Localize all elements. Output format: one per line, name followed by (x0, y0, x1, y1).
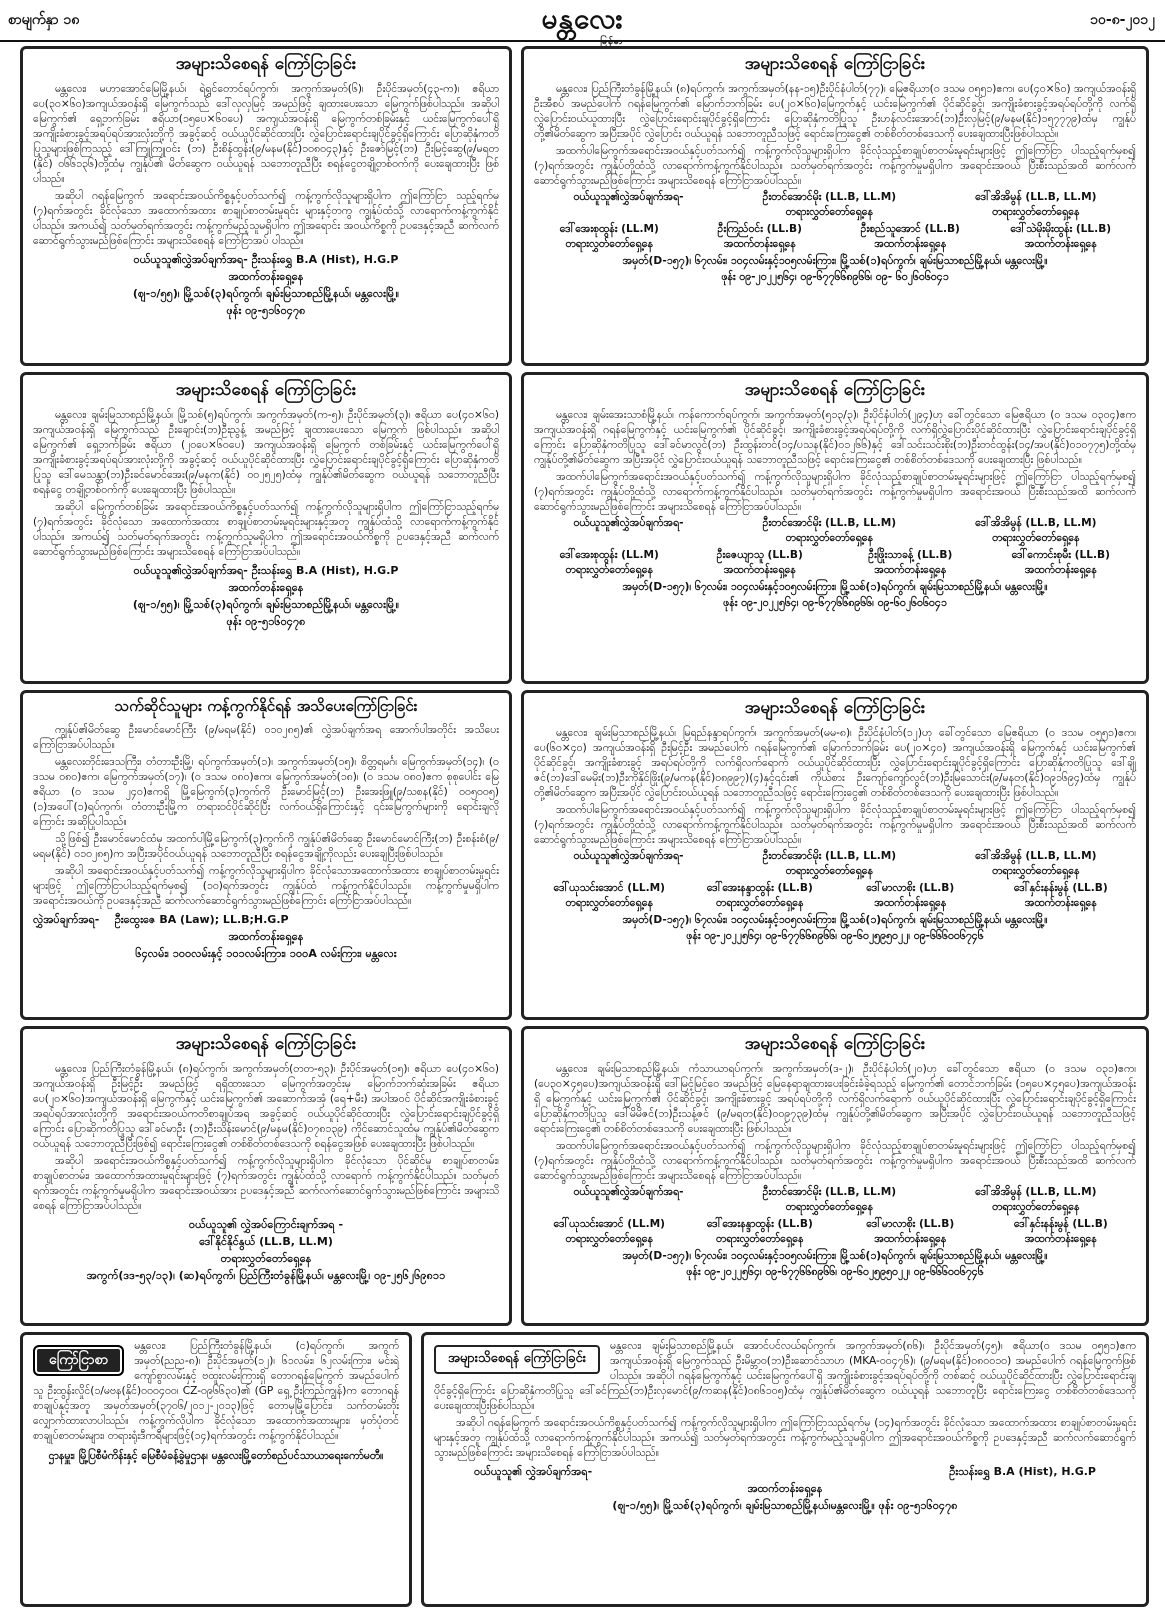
notice-title: အများသိစေရန် ကြော်ငြာခြင်း (744, 698, 926, 718)
lawyers-top (534, 517, 1136, 547)
notice-box-6 (521, 690, 1149, 1020)
lawyer-name: ဦးကြည်ဝင်း (LL.B) (717, 223, 802, 235)
notice-paragraph: မန္တလေး၊ ချမ်းမြသာစည်မြို့နယ်၊ မြို့သစ်(၅)ရပ်ကွက်၊ အကွက်အမှတ်(က-၅)၊ ဦးပိုင်အမှတ်(၃)၊ ဧရိယာ ပေ(၄၀×၆၀) အကျယ်အဝန်းရှိ မြေကွက်သည် ဦးချောင်း(ဘ)ဦးညွန့် အမည်ဖြင့် ချထားပေးသော မြေကွက် ဖြစ်ပါသည်။ အဆိုပါ မြေကွက်၏ ရှေ့ဘက်ခြမ်း ဧရိယာ (၂၀ပေ×၆၀ပေ) အကျယ်အဝန်းရှိ မြေကွက် တစ်ခြမ်းနှင့် ယင်းမြေကွက်ပေါ်ရှိ အကျိုးခံစားခွင့်အရပ်ရပ်အားလုံးတို့ကို အခွင့်ဆင့် ဝယ်ယူပိုင်ဆိုင်ထားပြီး လွှဲပြောင်းရောင်းချပိုင်ခွင့်ရှိကြောင်း ပြောဆိုနှံကတိပြုသူ ဒေါ်မေသန္တာ(ဘ)ဦးခင်မောင်အေး(၉/မနက(နိုင်) ၀၀၂၅၂၅)ထံမှ ကျွန်ုပ်၏မိတ်ဆွေက ဝယ်ယူရန် သဘောတူညီပြီး စရန်ငွေ တချို့တစ်ဝက်ကို ပေးချေထားပြီး ဖြစ်ပါသည်။ (33, 409, 499, 496)
page-header (0, 0, 1165, 47)
lawyer-title: တရားလွှတ်တော်ရှေ့နေ (992, 865, 1080, 877)
lawyer (986, 223, 1137, 253)
lawyer-title: အထက်တန်းရှေ့နေ (1024, 897, 1097, 909)
lawyers-top (534, 1186, 1136, 1216)
lawyer-title: အထက်တန်းရှေ့နေ (1024, 1233, 1097, 1245)
lawyer-title: တရားလွှတ်တော်ရှေ့နေ (992, 532, 1080, 544)
lawyer-title: တရားလွှတ်တော်ရှေ့နေ (992, 206, 1080, 218)
signature-row (33, 911, 499, 928)
address: (ဈ-၁/၅၅)၊ မြို့သစ်(၃)ရပ်ကွက်၊ ချမ်းမြသာစည်မြို့နယ်၊ မန္တလေးမြို့။ (132, 598, 400, 611)
lawyer-title: အထက်တန်းရှေ့နေ (874, 1233, 947, 1245)
lawyer-name: ဒေါ်အေးစုထွန်း (LL.M) (559, 223, 659, 235)
notice-paragraph: မန္တလေး၊ ချမ်းမြသာစည်မြို့နယ်၊ မြရည်နန္ဒာရပ်ကွက်၊ အကွက်အမှတ်(မမ-၈)၊ ဦးပိုင်နံပါတ်(၁၂)ဟု ခေါ်တွင်သော မြေဧရိယာ (၀ ဒသမ ၀၅၅၁)ဧက၊ ပေ(၆၀×၄၀) အကျယ်အဝန်းရှိ ဦးမြင့်ဦး အမည်ပေါက် ဂရန်မြေကွက်၏ မြောက်ဘက်ခြမ်း ပေ(၂၀×၄၀) အကျယ်အဝန်းရှိ မြေကွက်နှင့် ယင်းမြေကွက်၏ ပိုင်ဆိုင်ခွင့်၊ အကျိုးခံစားခွင့် အရပ်ရပ်တို့ကို လက်ရှိလက်ရောက် ဝယ်ယူပိုင်ဆိုင်ထားပြီး လွှဲပြောင်းရောင်းချပိုင်ခွင့်ရှိကြောင်း ပြောဆိုနှံကတိပြုသူ ဒေါ်ချိုဇင်(ဘ)ဒေါ်မေမိုး(ဘ)ဦးကိုနိုင်ဖြိုး(၉/မကန(နိုင်)၀၈၉၉၇)(၄)နှင့်၎င်း၏ ကိုယ်စား ဦးကျော်ကျော်လွင်(ဘ)ဦးမြသောင်း(၉/မနတ(နိုင်)၀၉၁၆၉၄)ထံမှ ကျွန်ုပ်တို့၏မိတ်ဆွေက အပြီးအပိုင် လွှဲပြောင်းဝယ်ယူရန် သဘောတူညီသဖြင့် ရောင်းကြေးငွေ၏ တစ်စိတ်တစ်ဒေသကို ပေးချေထားပြီး ဖြစ်ပါသည်။ (534, 727, 1136, 799)
notice-paragraph: အထက်ပါမြေကွက်အရောင်းအဝယ်နှင့်ပတ်သက်၍ ကန့်ကွက်လိုသူများရှိပါက ခိုင်လုံသည့်စာချုပ်စာတမ်းမူရင်းများဖြင့် ဤကြော်ငြာ ပါသည့်ရက်မှစ၍ (၇)ရက်အတွင်း ကျွန်ုပ်တို့ထံသို့ လာရောက်ကန့်ကွက်နိုင်ပါသည်။ သတ်မှတ်ရက်အတွင်း ကန့်ကွက်မှုမရှိပါက အရောင်းအဝယ် ပြီးစီးသည်အထိ ဆက်လက်ဆောင်ရွက်သွားမည်ဖြစ်ကြောင်း အများသိစေရန် ကြော်ငြာအပ်ပါသည်။ (534, 145, 1136, 187)
lawyer-title: အထက်တန်းရှေ့နေ (874, 897, 947, 909)
lawyer-name: ဒေါ်ယုသင်းအောင် (LL.M) (553, 1218, 665, 1230)
signature-name: ဦးသန်းရွှေ B.A (Hist), H.G.P (949, 1465, 1096, 1478)
lawyer-name: ဦးတင်အောင်မိုး (LL.B, LL.M) (762, 1186, 897, 1198)
address: အကွက်(ဒဒ-၅၃/၁၃)၊ (ဆ)ရပ်ကွက်၊ ပြည်ကြီးတံခွန်မြို့နယ်၊ မန္တလေးမြို့၊ ၀၉-၂၅၆၂၆၉၈၁၁ (86, 1269, 446, 1282)
lawyer-name: ဦးတင်အောင်မိုး (LL.B, LL.M) (762, 517, 897, 529)
lawyer (534, 223, 685, 253)
notice-paragraph: မန္တလေးတိုင်းဒေသကြီး၊ တံတားဦးမြို့၊ ရပ်ကွက်အမှတ်(၁)၊ အကွက်အမှတ်(၁၅)၊ စိတ္တရမင်္ဂ၊ မြေကွက်အမှတ်(၁၄)၊ (၀ ဒသမ ၀၈၀)ဧက၊ မြေကွက်အမှတ်(၁၇)၊ (၀ ဒသမ ၀၈၀)ဧက၊ မြေကွက်အမှတ်(၁၈)၊ (၀ ဒသမ ၀၈၀)ဧက စုစုပေါင်း မြေဧရိယာ (၀ ဒသမ ၂၄၀)ဧကရှိ မြို့မြေကွက်(၃)ကွက်ကို ဦးမောင်မြင့်(ဘ) ဦးအေးဖြူ(၉/သစန(နိုင်) ၀၀၅၀၀၅) (၁)အပေါ်(၁)ရပ်ကွက်၊ တံတားဦးမြို့က တရားဝင်ပိုင်ဆိုင်ပြီး လက်ဝယ်ရှိကြောင်းနှင့် ၎င်းမြေကွက်များကို ရောင်းချလိုကြောင်း အဆိုပြုပါသည်။ (33, 756, 499, 828)
lawyer-title: အထက်တန်းရှေ့နေ (874, 564, 947, 576)
signature-head: လွှဲအပ်ချက်အရ- (33, 913, 100, 926)
signature-title: အထက်တန်းရှေ့နေ (228, 930, 304, 943)
notice-box-9 (20, 1332, 412, 1607)
address: အမှတ်(D-၁၅၇)၊ ၆၇လမ်း၊ ၁၀၄လမ်းနှင့်၁၀၅လမ်းကြား၊ မြို့သစ်(၁)ရပ်ကွက်၊ ချမ်းမြသာစည်မြို့နယ်၊ မန္တလေးမြို့။ (622, 255, 1048, 267)
notice-paragraph: မန္တလေး၊ ချမ်းအေးသာစံမြို့နယ်၊ ကန်ကောက်ရပ်ကွက်၊ အကွက်အမှတ်(၅၁၃/၃)၊ ဦးပိုင်နံပါတ်(၂၉၄)ဟု ခေါ်တွင်သော မြေဧရိယာ (၀ ဒသမ ၀၃၀၄)ဧက အကျယ်အဝန်းရှိ ဂရန်မြေကွက်နှင့် ယင်းမြေကွက်၏ ပိုင်ဆိုင်ခွင့်၊ အကျိုးခံစားခွင့်အရပ်ရပ်တို့ကို လက်ရှိလွှဲပြောင်းပိုင်ဆိုင်ထားပြီး လွှဲပြောင်းရောင်းချပိုင်ခွင့်ရှိကြောင်း ပြောဆိုနှံကတိပြုသူ ဒေါ်ခင်မာလွင်(ဘ) ဦးထွန်းတင်(၁၄/ပသန(နိုင်)၀၁၂၆၆)နှင့် ဒေါ်သင်းသင်းစိုး(ဘ)ဦးတင်ထွန်း(၁၄/အပ(နိုင်)၀၁၀၇၇၅)တို့ထံမှ ကျွန်ုပ်တို့၏မိတ်ဆွေက အပြီးအပိုင် လွှဲပြောင်းဝယ်ယူရန် သဘောတူညီသဖြင့် ရောင်းကြေးငွေ၏ တစ်စိတ်တစ်ဒေသကို ပေးချေထားပြီး ဖြစ်ပါသည်။ (534, 409, 1136, 466)
lawyer (534, 549, 685, 579)
notice-paragraph: အထက်ပါမြေကွက်အရောင်းအဝယ်နှင့်ပတ်သက်၍ ကန့်ကွက်လိုသူများရှိပါက ခိုင်လုံသည့်စာချုပ်စာတမ်းမူရင်းများဖြင့် ဤကြော်ငြာ ပါသည့်ရက်မှစ၍ (၇)ရက်အတွင်း ကျွန်ုပ်တို့ထံသို့ လာရောက်ကန့်ကွက်နိုင်ပါသည်။ သတ်မှတ်ရက်အတွင်း ကန့်ကွက်မှုမရှိပါက အရောင်းအဝယ် ပြီးစီးသည်အထိ ဆက်လက်ဆောင်ရွက်သွားမည်ဖြစ်ကြောင်း အများသိစေရန် ကြော်ငြာအပ်ပါသည်။ (534, 804, 1136, 846)
notice-body (534, 1062, 1136, 1184)
lawyer-name: ဒေါ်အေးစုထွန်း (LL.M) (559, 549, 659, 561)
lawyer-title: တရားလွှတ်တော်ရှေ့နေ (565, 1233, 653, 1245)
notice-box-3 (20, 372, 512, 684)
notice-box-4 (521, 372, 1149, 684)
signature-name: ဦးထွေးဇေ BA (Law); LL.B;H.G.P (114, 913, 289, 926)
lawyers-top (534, 850, 1136, 880)
signature-block (33, 1216, 499, 1284)
phone: ဖုန်း ၀၉-၂၀၂၂၅၆၄၊ ၀၉-၆၇၇၆၆၈၉၆၆၊ ၀၉- ၆၀၂၆၀၆၀၄၁ (721, 271, 949, 283)
lawyer (763, 1186, 897, 1216)
address: အမှတ်(D-၁၅၇)၊ ၆၇လမ်း၊ ၁၀၄လမ်းနှင့်၁၀၅လမ်းကြား၊ မြို့သစ်(၁)ရပ်ကွက်၊ ချမ်းမြသာစည်မြို့နယ်၊ မန္တလေးမြို့။ (622, 914, 1048, 926)
lawyers-bottom (534, 223, 1136, 253)
notice-box-1 (20, 46, 512, 366)
lawyer-name: ဦးတင်အောင်မိုး (LL.B, LL.M) (762, 191, 897, 203)
lawyer-title: အထက်တန်းရှေ့နေ (723, 564, 796, 576)
lawyers-bottom (534, 549, 1136, 579)
address: (ဈ-၁/၅၅)၊ မြို့သစ်(၃)ရပ်ကွက်၊ ချမ်းမြသာစည်မြို့နယ်၊မန္တလေးမြို့။ ဖုန်း ၀၉-၅၁၆၀၄၇၈ (612, 1499, 958, 1512)
notice-title: သက်ဆိုင်သူများ ကန့်ကွက်နိုင်ရန် အသိပေးကြော်ငြာခြင်း (114, 697, 418, 715)
lawyer-title: အထက်တန်းရှေ့နေ (1024, 238, 1097, 250)
notice-paragraph: အဆိုပါ ဂရန်မြေကွက် အရောင်းအဝယ်ကိစ္စနှင့်ပတ်သက်၍ ကန့်ကွက်လိုသူများရှိပါက ဤကြော်ငြာ သည့်ရက်မှ (၇)ရက်အတွင်း ခိုင်လုံသော အထောက်အထား စာချုပ်စာတမ်းမူရင်း များနှင့်တကွ ကျွန်ုပ်ထံသို့ လာရောက်ကန့်ကွက်နိုင်ပါသည်။ အကယ်၍ သတ်မှတ်ရက်အတွင်း ကန့်ကွက်မည့်သူမရှိပါက ဤအရောင်း အဝယ်ကိစ္စကို ဥပဒေနှင့်အညီ ဆက်လက်ဆောင်ရွက်သွားမည်ဖြစ်ကြောင်း အများသိစေရန် ကြော်ငြာအပ် ပါသည်။ (33, 190, 499, 247)
lawyer (763, 850, 897, 880)
notice-body (33, 408, 499, 560)
notice-label-row (434, 1345, 600, 1374)
lawyer-title: တရားလွှတ်တော်ရှေ့နေ (716, 897, 804, 909)
lawyer (835, 223, 986, 253)
notice-paragraph: အဆိုပါ ဂရန်မြေကွက် အရောင်းအဝယ်ကိစ္စနှင့်ပတ်သက်၍ ကန့်ကွက်လိုသူများရှိပါက ဤကြော်ငြာသည့်ရက်မှ (၁၄)ရက်အတွင်း ခိုင်လုံသော အထောက်အထား စာချုပ်စာတမ်းမူရင်းများနှင့်အတူ ကျွန်ုပ်ထံသို့ လာရောက်ကန့်ကွက်နိုင်ပါသည်။ အကယ်၍ သတ်မှတ်ရက်အတွင်း ကန့်ကွက်မည့်သူမရှိပါက ဤအရောင်းအဝယ်ကိစ္စကို ဥပဒေနှင့်အညီ ဆက်လက်ဆောင်ရွက်သွားမည်ဖြစ်ကြောင်း အများသိစေရန် ကြော်ငြာအပ်ပါသည်။ (434, 1417, 1136, 1459)
address: ၆၄လမ်း၊ ၁၀၀လမ်းနှင့် ၁၀၁လမ်းကြား၊ ၁၀၀A လမ်းကြား၊ မန္တလေး (135, 947, 397, 960)
signature-head: ဝယ်ယူသူ၏ လွှဲအပ်ချက်အရ- (474, 1465, 593, 1478)
signature-name: ဒေါ်နိုင်နိုင်နွယ် (LL.B, LL.M) (199, 1235, 333, 1248)
lawyer-title: တရားလွှတ်တော်ရှေ့နေ (565, 238, 653, 250)
lawyer-title: အထက်တန်းရှေ့နေ (874, 238, 947, 250)
lawyer-name: ဒေါ်အိအိမွန် (LL.B, LL.M) (975, 517, 1097, 529)
lawyer-title: တရားလွှတ်တော်ရှေ့နေ (992, 1201, 1080, 1213)
lawyer (685, 882, 836, 912)
notice-box-8 (521, 1026, 1149, 1326)
notice-body (33, 1062, 499, 1214)
lawyer-name: ဒေါ်ကောင်းစုမီး (LL.B) (1011, 549, 1110, 561)
signature-head: ဝယ်ယူသူ၏လွှဲအပ်ချက်အရ- (573, 191, 684, 203)
address: (ဈ-၁/၅၅)၊ မြို့သစ်(၃)ရပ်ကွက်၊ ချမ်းမြသာစည်မြို့နယ်၊ မန္တလေးမြို့။ (132, 287, 400, 300)
lawyer-name: ဒေါ်အေးနန္ဒာထွန်း (LL.B) (706, 882, 813, 894)
lawyer-name: ဒေါ်နှင်းနန်းမွန် (LL.B) (1013, 1218, 1108, 1230)
lawyer-title: အထက်တန်းရှေ့နေ (723, 238, 796, 250)
notice-paragraph: မန္တလေး၊ ပြည်ကြီးတံခွန်မြို့နယ်၊ (၈)ရပ်ကွက်၊ အကွက်အမှတ်(တတ-၅၃)၊ ဦးပိုင်အမှတ်(၁၅)၊ ဧရိယာ ပေ(၄၀×၆၀) အကျယ်အဝန်းရှိ ဦးမြင့်ဦး အမည်ဖြင့် ရရှိထားသော မြေကွက်အတွင်းမှ မြောက်ဘက်ဆုံးအခြမ်း ဧရိယာပေ(၂၀×၆၀)အကျယ်အဝန်းရှိ မြေကွက်နှင့် ယင်းမြေကွက်၏ အဆောက်အအုံ (ရေ+မီး) အပါအဝင် ပိုင်ဆိုင်အကျိုးခံစားခွင့်အရပ်ရပ်အားလုံးတို့ကို အရောင်းအဝယ်ကတိစာချုပ်အရ အခွင့်ဆင့် ဝယ်ယူပိုင်ဆိုင်ထားပြီး လွှဲပြောင်းရောင်းချပိုင်ခွင့်ရှိကြောင်း ပြောဆိုကတိပြုသူ ဒေါ်ခင်မာဦး (ဘ)ဦးသိန်းမောင်(၉/မနမ(နိုင်)၀၇၈၁၃၉) ကိုင်ဆောင်သူထံမှ ကျွန်ုပ်၏မိတ်ဆွေက ဝယ်ယူရန် သဘောတူညီပြီးဖြစ်၍ ရောင်းကြေးငွေ၏ တစ်စိတ်တစ်ဒေသကို စရန်ငွေအဖြစ် ပေးချေထားပြီး ဖြစ်ပါသည်။ (33, 1063, 499, 1150)
lawyer (685, 549, 836, 579)
signature-head: ဝယ်ယူသူ၏ လွှဲအပ်ကြောင်းချက်အရ - (188, 1218, 344, 1231)
phone: ဖုန်း ၀၉-၅၁၆၀၄၇၈ (226, 615, 306, 628)
lawyer-title: တရားလွှတ်တော်ရှေ့နေ (716, 1233, 804, 1245)
phone: ဖုန်း ၀၉-၅၁၆၀၄၇၈ (226, 304, 306, 317)
notice-paragraph: အဆိုပါ အရောင်းအဝယ်ကိစ္စနှင့်ပတ်သက်၍ ကန့်ကွက်လိုသူများရှိပါက ခိုင်လုံသော ပိုင်ဆိုင်မှု စာချုပ်စာတမ်း၊ စာချုပ်စာတမ်း၊ အထောက်အထားမူရင်းများဖြင့် (၇)ရက်အတွင်း ကျွန်ုပ်ထံသို့ လာရောက် ကန့်ကွက်နိုင်ပါသည်။ သတ်မှတ်ရက်အတွင်း ကန့်ကွက်မှုမရှိပါက အရောင်းအဝယ်အား ဥပဒေနှင့်အညီ ဆက်လက်ဆောင်ရွက်သွားမည်ဖြစ်ကြောင်း အများသိစေရန် ကြော်ငြာအပ်ပါသည်။ (33, 1155, 499, 1212)
signature-title: တရားလွှတ်တော်ရှေ့နေ (220, 1252, 312, 1265)
lawyer (685, 223, 836, 253)
lawyer-name: ဒေါ်သဲမိုးမိုးထွန်း (LL.B) (1010, 223, 1112, 235)
lawyers-bottom (534, 1218, 1136, 1248)
lawyer-name: ဒေါ်အိအိမွန် (LL.B, LL.M) (975, 850, 1097, 862)
notice-paragraph: မန္တလေး၊ ပြည်ကြီးတံခွန်မြို့နယ်၊ (င)ရပ်ကွက်၊ အကွက်အမှတ်(ညည-၈)၊ ဦးပိုင်အမှတ်(၁၂)၊ ၆၁လမ်း၊ ၆၂လမ်းကြား၊ မင်းရဲကျော်စွာလမ်းနှင့် ဗထူးလမ်းကြားရှိ တောဂရန်မြေကွက် အမည်ပေါက်သူ ဦးထွန်းလှိုင်(၁/မဗန(နိုင်)၀၀၀၄၀၀၊ CZ-၀၉၆၆၃၀)၏ (GP ရှေ့ ဦးကြည်ကျွန်)က တောဂရန်စာချုပ်နှင့်အတူ အမှတ်အမှတ်(၃၇၀၆/၂၀၁၂-၂၀၁၃)ဖြင့် တောမှမြို့ပြောင်း၊ သက်တမ်းတိုး လျှောက်ထားလာပါသည်။ ကန့်ကွက်လိုပါက ခိုင်လုံသော အထောက်အထားများ၊ မှတ်ပုံတင်စာချုပ်စာတမ်းများ၊ တရားရုံးဒီကရီများဖြင့်(၁၄)ရက်အတွင်း ကန့်ကွက်နိုင်ပါသည်။ (33, 1340, 399, 1442)
lawyers-bottom (534, 882, 1136, 912)
lawyer-name: ဒေါ်မာလာစိုး (LL.B) (866, 882, 955, 894)
notice-paragraph: မန္တလေး၊ မဟာအောင်မြေမြို့နယ်၊ ရဲရွှင်တောင်ရပ်ကွက်၊ အကွက်အမှတ်(၆)၊ ဦးပိုင်အမှတ်(၄၃-က)၊ ဧရိယာ ပေ(၃၀×၆၀)အကျယ်အဝန်းရှိ မြေကွက်သည် ဒေါ်လှလှမြင့် အမည်ဖြင့် ချထားပေးသော မြေကွက်ဖြစ်ပါသည်။ အဆိုပါ မြေကွက်၏ ရှေ့ဘက်ခြမ်း ဧရိယာ(၁၅ပေ×၆၀ပေ) အကျယ်အဝန်းရှိ မြေကွက်တစ်ခြမ်းနှင့် ယင်းမြေကွက်ပေါ်ရှိ အကျိုးခံစားခွင့်အရပ်ရပ်အားလုံးတို့ကို အခွင့်ဆင့် ဝယ်ယူပိုင်ဆိုင်ထားပြီး လွှဲပြောင်းရောင်းချပိုင်ခွင့်ရှိကြောင်း ပြောဆိုနှံကတိပြုသူများဖြစ်ကြသည့် ဒေါ်ကြူကြူဝင်း (ဘ) ဦးစိန်ထွန်း(၉/မနမ(နိုင်)၁၀၈၀၄၃)နှင့် ဦးဇော်မြင့်(ဘ) ဦးမြင့်ဆွေ(၉/မရတ (နိုင်) ၀၆၆၁၃၆)တို့ထံမှ ကျွန်ုပ်၏ မိတ်ဆွေက ဝယ်ယူရန် သဘောတူညီပြီး စရန်ငွေတချို့တစ်ဝက်ကို ပေးချေထားပြီး ဖြစ်ပါသည်။ (33, 83, 499, 185)
signature-line: ဝယ်ယူသူ၏လွှဲအပ်ချက်အရ- ဦးသန်းရွှေ B.A (Hist), H.G.P (133, 253, 399, 266)
lawyer-title: တရားလွှတ်တော်ရှေ့နေ (565, 897, 653, 909)
notice-label-row (33, 1345, 124, 1376)
signature-row (434, 1463, 1136, 1480)
lawyer-title: တရားလွှတ်တော်ရှေ့နေ (785, 206, 874, 218)
lawyer (986, 882, 1137, 912)
newspaper-logo (541, 0, 623, 49)
lawyer-title: တရားလွှတ်တော်ရှေ့နေ (785, 865, 874, 877)
lawyer-name: ဒေါ်ယုသင်းအောင် (LL.M) (553, 882, 665, 894)
lawyer (763, 191, 897, 221)
lawyer-title: တရားလွှတ်တော်ရှေ့နေ (785, 532, 874, 544)
notice-title: အများသိစေရန် ကြော်ငြာခြင်း (744, 380, 926, 400)
lawyer-title: တရားလွှတ်တော်ရှေ့နေ (565, 564, 653, 576)
phone: ဖုန်း ၀၉-၂၀၂၂၅၆၄၊ ၀၉-၆၇၇၆၆၈၉၆၆၊ ၀၉-၆၀၂၅၉၅၀၂၂၊ ၀၉-၆၆၆၀၀၆၇၄၆ (686, 930, 984, 942)
notice-paragraph: သို့ဖြစ်၍ ဦးမောင်မောင်ထံမှ အထက်ပါမြို့မြေကွက်(၃)ကွက်ကို ကျွန်ုပ်၏မိတ်ဆွေ ဦးမောင်မောင်ကြီး(ဘ) ဦးစန်းစံ(၉/မရမ(နိုင်) ၀၁၀၂၈၅)က အပြီးအပိုင်ဝယ်ယူရန် သဘောတူညီပြီး စရန်ငွေအချို့ကိုလည်း ပေးချေပြီးဖြစ်ပါသည်။ (33, 833, 499, 860)
signature-line: ဝယ်ယူသူ၏လွှဲအပ်ချက်အရ- ဦးသန်းရွှေ B.A (Hist), H.G.P (133, 564, 399, 577)
notice-paragraph: မန္တလေး၊ ချမ်းမြသာစည်မြို့နယ်၊ ကံသာယာရပ်ကွက်၊ အကွက်အမှတ်(ဒ-၂)၊ ဦးပိုင်နံပါတ်(၂၀)ဟု ခေါ်တွင်သော ဧရိယာ (၀ ဒသမ ၀၃၁)ဧက၊ (ပေ၃၀×၄၅ပေ)အကျယ်အဝန်းရှိ ဒေါ်မြင့်မြင့်ဝေ အမည်ဖြင့် မြေနေရာချထားပေးခြင်းခံခဲ့ရသည့် မြေကွက်၏ တောင်ဘက်ခြမ်း (၁၅ပေ×၄၅ပေ)အကျယ်အဝန်းရှိ မြေကွက်နှင့် ယင်းမြေကွက်၏ ပိုင်ဆိုင်ခွင့်၊ အကျိုးခံစားခွင့် အရပ်ရပ်တို့ကို လက်ရှိလက်ရောက် ဝယ်ယူပိုင်ဆိုင်ထားပြီး လွှဲပြောင်းရောင်းချပိုင်ခွင့်ရှိကြောင်း ပြောဆိုနှံကတိပြုသူ ဒေါ်မိမိဇင်(ဘ)ဦးသန့်ဇင် (၉/မရတ(နိုင်)၀၀၉၇၃၉)ထံမှ ကျွန်ုပ်တို့၏မိတ်ဆွေက အပြီးအပိုင် လွှဲပြောင်းဝယ်ယူရန် သဘောတူညီသဖြင့် ရောင်းကြေးငွေ၏ တစ်စိတ်တစ်ဒေသကို ပေးချေထားပြီး ဖြစ်ပါသည်။ (534, 1063, 1136, 1135)
page-number: စာမျက်နှာ ၁၈ (8, 12, 80, 28)
notice-title: အများသိစေရန် ကြော်ငြာခြင်း (744, 1034, 926, 1054)
notice-paragraph: အထက်ပါမြေကွက်အရောင်းအဝယ်နှင့်ပတ်သက်၍ ကန့်ကွက်လိုသူများရှိပါက ခိုင်လုံသည့်စာချုပ်စာတမ်းမူရင်းများဖြင့် ဤကြော်ငြာ ပါသည့်ရက်မှစ၍ (၇)ရက်အတွင်း ကျွန်ုပ်တို့ထံသို့ လာရောက်ကန့်ကွက်နိုင်ပါသည်။ သတ်မှတ်ရက်အတွင်း ကန့်ကွက်မှုမရှိပါက အရောင်းအဝယ် ပြီးစီးသည်အထိ ဆက်လက်ဆောင်ရွက်သွားမည်ဖြစ်ကြောင်း အများသိစေရန် ကြော်ငြာအပ်ပါသည်။ (534, 471, 1136, 513)
lawyer (975, 850, 1096, 880)
notice-body (534, 408, 1136, 515)
signature-title: အထက်တန်းရှေ့နေ (228, 270, 304, 283)
notice-paragraph: မန္တလေး၊ ပြည်ကြီးတံခွန်မြို့နယ်၊ (၈)ရပ်ကွက်၊ အကွက်အမှတ်(နန-၁၅)ဦးပိုင်နံပါတ်(၇၇)၊ မြေဧရိယာ(၀ ဒသမ ၀၅၅၁)ဧက၊ ပေ(၄၀×၆၀) အကျယ်အဝန်းရှိ ဦးအီစပ် အမည်ပေါက် ဂရန်မြေကွက်၏ မြောက်ဘက်ခြမ်း ပေ(၂၀×၆၀)မြေကွက်နှင့် ယင်းမြေကွက်၏ ပိုင်ဆိုင်ခွင့်၊ အကျိုးခံစားခွင့်အရပ်ရပ်တို့ကို လက်ရှိလွှဲပြောင်းဝယ်ယူထားပြီး လွှဲပြောင်းရောင်းချပိုင်ခွင့်ရှိကြောင်း ပြောဆိုနှံကတိပြုသူ ဦးဟန်လင်းအောင်(ဘ)ဦးလှမြင့်(၉/မနမ(နိုင်)၁၅၇၇၇၉)ထံမှ ကျွန်ုပ်တို့၏မိတ်ဆွေက အပြီးအပိုင် လွှဲပြောင်း ဝယ်ယူရန် သဘောတူညီသဖြင့် ရောင်းကြေးငွေ၏ တစ်စိတ်တစ်ဒေသကို ပေးချေထားပြီးဖြစ်ပါသည်။ (534, 83, 1136, 140)
lawyer-name: ဒေါ်အိအိမွန် (LL.B, LL.M) (975, 1186, 1097, 1198)
notice-box-7 (20, 1026, 512, 1326)
notice-paragraph: အထက်ပါမြေကွက်အရောင်းအဝယ်နှင့်ပတ်သက်၍ ကန့်ကွက်လိုသူများရှိပါက ခိုင်လုံသည့်စာချုပ်စာတမ်းမူရင်းများဖြင့် ဤကြော်ငြာ ပါသည့်ရက်မှစ၍ (၇)ရက်အတွင်း ကျွန်ုပ်တို့ထံသို့ လာရောက်ကန့်ကွက်နိုင်ပါသည်။ သတ်မှတ်ရက်အတွင်း ကန့်ကွက်မှုမရှိပါက အရောင်းအဝယ် ပြီးစီးသည်အထိ ဆက်လက်ဆောင်ရွက်သွားမည်ဖြစ်ကြောင်း အများသိစေရန် ကြော်ငြာအပ်ပါသည်။ (534, 1140, 1136, 1182)
lawyer-name: ဒေါ်မာလာစိုး (LL.B) (866, 1218, 955, 1230)
signature-block (434, 1463, 1136, 1514)
lawyer (975, 517, 1096, 547)
notice-title: အများသိစေရန် ကြော်ငြာခြင်း (175, 1034, 357, 1054)
notice-paragraph: ကျွန်ုပ်၏မိတ်ဆွေ ဦးမောင်မောင်ကြီး (၉/မရမ(နိုင်) ၀၁၀၂၈၅)၏ လွှဲအပ်ချက်အရ အောက်ပါအတိုင်း အသိပေးကြော်ငြာအပ်ပါသည်။ (33, 724, 499, 751)
lawyer-name: ဒေါ်အေးနန္ဒာထွန်း (LL.B) (706, 1218, 813, 1230)
notice-title: အများသိစေရန် ကြော်ငြာခြင်း (744, 54, 926, 74)
notice-paragraph: အဆိုပါ မြေကွက်တစ်ခြမ်း အရောင်းအဝယ်ကိစ္စနှင့်ပတ်သက်၍ ကန့်ကွက်လိုသူများရှိပါက ဤကြော်ငြာသည့်ရက်မှ (၇)ရက်အတွင်း ခိုင်လုံသော အထောက်အထား စာချုပ်စာတမ်းမူရင်းများနှင့်အတူ ကျွန်ုပ်ထံသို့ လာရောက်ကန့်ကွက်နိုင်ပါသည်။ အကယ်၍ သတ်မှတ်ရက်အတွင်း ကန့်ကွက်သူမရှိပါက ဤအရောင်းအဝယ်ကိစ္စကို ဥပဒေနှင့်အညီ ဆက်လက်ဆောင်ရွက်သွားမည်ဖြစ်ကြောင်း အများသိစေရန် ကြော်ငြာအပ်ပါသည်။ (33, 501, 499, 558)
notice-body (534, 726, 1136, 848)
lawyer (763, 517, 897, 547)
signature-head: ဝယ်ယူသူ၏လွှဲအပ်ချက်အရ- (573, 1186, 684, 1198)
lawyer (975, 1186, 1096, 1216)
lawyer-name: ဒေါ်အိအိမွန် (LL.B, LL.M) (975, 191, 1097, 203)
signature-block (33, 562, 499, 630)
lawyer-name: ဦးဖြိုးသာခန့် (LL.B) (868, 549, 953, 561)
lawyers-top (534, 191, 1136, 221)
notice-box-2 (521, 46, 1149, 366)
notice-body (33, 82, 499, 249)
lawyer (835, 882, 986, 912)
lawyer (986, 1218, 1137, 1248)
notice-body (33, 723, 499, 909)
lawyer-name: ဦးဇေယျာသူ (LL.B) (716, 549, 803, 561)
notice-title: အများသိစေရန် ကြော်ငြာခြင်း (175, 54, 357, 74)
lawyer (975, 191, 1096, 221)
phone: ဖုန်း ၀၉-၂၀၂၂၅၆၄၊ ၀၉-၆၇၇၆၆၈၉၆၆၊ ၀၉-၆၀၂၅၉၅၀၂၂၊ ၀၉-၆၆၆၀၀၆၇၄၆ (686, 1266, 984, 1278)
lawyer-title: တရားလွှတ်တော်ရှေ့နေ (785, 1201, 874, 1213)
lawyer-name: ဦးတင်အောင်မိုး (LL.B, LL.M) (762, 850, 897, 862)
notice-box-10 (421, 1332, 1149, 1607)
lawyer (986, 549, 1137, 579)
signature-title: အထက်တန်းရှေ့နေ (747, 1482, 823, 1495)
signature-title: အထက်တန်းရှေ့နေ (228, 581, 304, 594)
address: အမှတ်(D-၁၅၇)၊ ၆၇လမ်း၊ ၁၀၄လမ်းနှင့်၁၀၅လမ်းကြား၊ မြို့သစ်(၁)ရပ်ကွက်၊ ချမ်းမြသာစည်မြို့နယ်၊ မန္တလေးမြို့။ (622, 581, 1048, 593)
lawyer-name: ဒေါ်နှင်းနန်းမွန် (LL.B) (1013, 882, 1108, 894)
signature-block (33, 911, 499, 962)
logo-text: မန္တလေး (541, 2, 624, 35)
lawyer-name: ဦးစည်သူအောင် (LL.B) (860, 223, 960, 235)
phone: ဖုန်း ၀၉-၂၀၂၂၅၆၄၊ ၀၉-၆၇၇၆၆၈၉၆၆၊ ၀၉-၆၀၂၆၀၆၀၄၁ (723, 597, 947, 609)
lawyer (534, 882, 685, 912)
notice-paragraph: မန္တလေး၊ ချမ်းမြသာစည်မြို့နယ်၊ အောင်ပင်လယ်ရပ်ကွက်၊ အကွက်အမှတ်(၈၆)၊ ဦးပိုင်အမှတ်(၄၅)၊ ဧရိယာ(၀ ဒသမ ၀၅၅၁)ဧက အကျယ်အဝန်းရှိ မြေကွက်သည် ဦးမိမ္ဘာဝ(ဘ)ဦးဆောင်သာဟ (MKA-၀၀၄၇၆)၊ (၉/မရမ(နိုင်)၀၈၀၀၁၀) အမည်ပေါက် ဂရန်မြေကွက်ဖြစ်ပါသည်။ အဆိုပါ ဂရန်မြေကွက်နှင့် ယင်းမြေကွက်ပေါ်ရှိ အကျိုးခံစားခွင့်အရပ်ရပ်တို့ကို တစ်ဆင့် ဝယ်ယူပိုင်ဆိုင်ထားပြီး လွှဲပြောင်းရောင်းချပိုင်ခွင့်ရှိကြောင်း ပြောဆိုနှံကတိပြုသူ ဒေါ်ခင်ကြည်(ဘ)ဦးလှမောင်(၉/ကဆန(နိုင်)၀၈၆၁၀၅)ထံမှ ကျွန်ုပ်၏မိတ်ဆွေက ဝယ်ယူရန် သဘောတူပြီး ရောင်းကြေးငွေ တစ်စိတ်တစ်ဒေသကို ပေးချေထားပြီးဖြစ်ပါသည်။ (434, 1340, 1136, 1412)
signature-head: ဝယ်ယူသူ၏လွှဲအပ်ချက်အရ- (573, 850, 684, 862)
signature-head: ဝယ်ယူသူ၏လွှဲအပ်ချက်အရ- (573, 517, 684, 529)
notice-body (534, 82, 1136, 189)
lawyer (835, 549, 986, 579)
lawyer (685, 1218, 836, 1248)
logo-subtext: မြန်မာ (600, 37, 624, 47)
notice-box-5 (20, 690, 512, 1020)
lawyer (835, 1218, 986, 1248)
notice-paragraph: အဆိုပါ အရောင်းအဝယ်နှင့်ပတ်သက်၍ ကန့်ကွက်လိုသူများရှိပါက ခိုင်လုံသောအထောက်အထား စာချုပ်စာတမ်းမူရင်းများဖြင့် ဤကြော်ငြာပါသည့်ရက်မှစ၍ (၁၀)ရက်အတွင်း ကျွန်ုပ်ထံ ကန့်ကွက်နိုင်ပါသည်။ ကန့်ကွက်မှုမရှိပါက အရောင်းအဝယ်ကို ဥပဒေနှင့်အညီ ဆက်လက်ဆောင်ရွက်သွားမည်ဖြစ်ကြောင်း ကြော်ငြာအပ်ပါသည်။ (33, 865, 499, 907)
issuer: ဌာနမှူး၊ မြို့ပြစီမံကိန်းနှင့် မြေစီမံခန့်ခွဲမှုဌာန၊ မန္တလေးမြို့တော်စည်ပင်သာယာရေးကော်မတီ။ (48, 1450, 384, 1462)
notice-label: ကြော်ငြာစာ (33, 1345, 124, 1376)
notice-title: အများသိစေရန် ကြော်ငြာခြင်း (175, 380, 357, 400)
issue-date: ၁၀-၈-၂၀၁၂ (1090, 12, 1155, 28)
notice-label: အများသိစေရန် ကြော်ငြာခြင်း (434, 1345, 600, 1374)
lawyer-title: အထက်တန်းရှေ့နေ (1024, 564, 1097, 576)
lawyer (534, 1218, 685, 1248)
address: အမှတ်(D-၁၅၇)၊ ၆၇လမ်း၊ ၁၀၄လမ်းနှင့်၁၀၅လမ်းကြား၊ မြို့သစ်(၁)ရပ်ကွက်၊ ချမ်းမြသာစည်မြို့နယ်၊ မန္တလေးမြို့။ (622, 1250, 1048, 1262)
signature-block (33, 251, 499, 319)
